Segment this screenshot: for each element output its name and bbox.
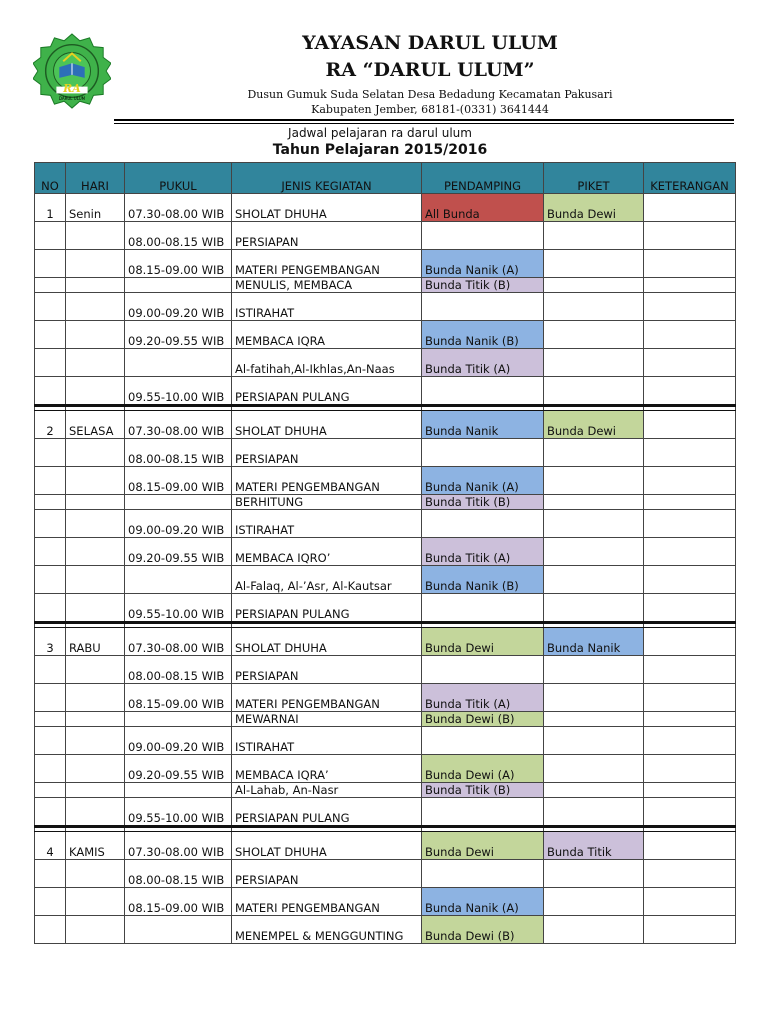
cell-no: 1 — [35, 194, 66, 222]
cell-pendamping — [422, 510, 544, 538]
table-row — [35, 783, 736, 798]
org-name: YAYASAN DARUL ULUM — [302, 32, 558, 54]
cell-pukul: 09.55-10.00 WIB — [125, 798, 232, 827]
cell-piket — [544, 860, 644, 888]
cell-pendamping: Bunda Nanik (B) — [422, 566, 544, 594]
header-piket: PIKET — [544, 163, 644, 194]
cell-no: 2 — [35, 411, 66, 439]
cell-hari — [66, 293, 125, 321]
cell-hari — [66, 566, 125, 594]
address-line-1: Dusun Gumuk Suda Selatan Desa Bedadung Kecamatan Pakusari — [247, 88, 613, 101]
cell-pukul: 09.55-10.00 WIB — [125, 594, 232, 623]
cell-pukul: 08.00-08.15 WIB — [125, 860, 232, 888]
cell-pukul: 09.20-09.55 WIB — [125, 321, 232, 349]
cell-no — [35, 916, 66, 944]
cell-pukul: 08.00-08.15 WIB — [125, 439, 232, 467]
cell-no — [35, 566, 66, 594]
cell-kegiatan: MATERI PENGEMBANGAN — [232, 684, 422, 712]
table-row — [35, 278, 736, 293]
cell-pukul — [125, 783, 232, 798]
table-row — [35, 250, 736, 278]
cell-pukul: 07.30-08.00 WIB — [125, 411, 232, 439]
table-row — [35, 439, 736, 467]
cell-keterangan — [644, 755, 736, 783]
cell-no — [35, 250, 66, 278]
cell-pukul — [125, 916, 232, 944]
header-no: NO — [35, 163, 66, 194]
cell-no — [35, 467, 66, 495]
cell-hari — [66, 510, 125, 538]
cell-kegiatan: MEMBACA IQRA — [232, 321, 422, 349]
cell-kegiatan: PERSIAPAN — [232, 656, 422, 684]
cell-piket — [544, 250, 644, 278]
cell-no — [35, 888, 66, 916]
table-row — [35, 293, 736, 321]
table-row — [35, 628, 736, 656]
cell-piket — [544, 888, 644, 916]
cell-keterangan — [644, 888, 736, 916]
cell-pendamping: Bunda Nanik (B) — [422, 321, 544, 349]
cell-pendamping: Bunda Dewi (B) — [422, 916, 544, 944]
cell-pendamping — [422, 222, 544, 250]
cell-hari — [66, 594, 125, 623]
cell-pendamping — [422, 727, 544, 755]
cell-kegiatan: PERSIAPAN PULANG — [232, 377, 422, 406]
cell-hari: RABU — [66, 628, 125, 656]
cell-hari — [66, 860, 125, 888]
cell-piket — [544, 783, 644, 798]
table-row — [35, 510, 736, 538]
cell-no — [35, 684, 66, 712]
cell-pukul — [125, 712, 232, 727]
cell-pendamping — [422, 594, 544, 623]
cell-hari — [66, 798, 125, 827]
cell-pendamping: Bunda Titik (A) — [422, 538, 544, 566]
cell-hari: KAMIS — [66, 832, 125, 860]
cell-pukul: 09.00-09.20 WIB — [125, 510, 232, 538]
table-row — [35, 495, 736, 510]
cell-pendamping: All Bunda — [422, 194, 544, 222]
cell-pendamping: Bunda Titik (A) — [422, 684, 544, 712]
table-row — [35, 755, 736, 783]
cell-hari — [66, 538, 125, 566]
cell-no: 3 — [35, 628, 66, 656]
cell-hari — [66, 783, 125, 798]
logo-center-text: RA — [63, 82, 81, 95]
cell-keterangan — [644, 566, 736, 594]
cell-kegiatan: MEMBACA IQRA’ — [232, 755, 422, 783]
cell-kegiatan: MENULIS, MEMBACA — [232, 278, 422, 293]
cell-keterangan — [644, 293, 736, 321]
cell-hari — [66, 377, 125, 406]
table-row — [35, 888, 736, 916]
cell-no — [35, 755, 66, 783]
cell-kegiatan: PERSIAPAN PULANG — [232, 798, 422, 827]
table-row — [35, 566, 736, 594]
cell-hari — [66, 727, 125, 755]
cell-pukul: 07.30-08.00 WIB — [125, 832, 232, 860]
table-row — [35, 798, 736, 827]
cell-no: 4 — [35, 832, 66, 860]
header-hari: HARI — [66, 163, 125, 194]
cell-piket — [544, 321, 644, 349]
header-rule — [114, 119, 734, 121]
table-row — [35, 349, 736, 377]
cell-no — [35, 712, 66, 727]
cell-keterangan — [644, 538, 736, 566]
cell-keterangan — [644, 860, 736, 888]
cell-no — [35, 510, 66, 538]
cell-no — [35, 656, 66, 684]
cell-piket — [544, 755, 644, 783]
cell-hari — [66, 888, 125, 916]
cell-keterangan — [644, 656, 736, 684]
cell-keterangan — [644, 411, 736, 439]
school-name: RA “DARUL ULUM” — [325, 59, 535, 81]
cell-piket — [544, 439, 644, 467]
cell-pukul: 09.20-09.55 WIB — [125, 538, 232, 566]
cell-piket — [544, 566, 644, 594]
cell-keterangan — [644, 278, 736, 293]
cell-piket — [544, 798, 644, 827]
cell-piket — [544, 510, 644, 538]
table-header-row — [35, 163, 736, 194]
table-row — [35, 832, 736, 860]
table-row — [35, 656, 736, 684]
cell-pukul: 08.15-09.00 WIB — [125, 467, 232, 495]
cell-kegiatan: BERHITUNG — [232, 495, 422, 510]
table-row — [35, 194, 736, 222]
table-row — [35, 594, 736, 623]
cell-pendamping — [422, 860, 544, 888]
cell-hari — [66, 712, 125, 727]
cell-kegiatan: PERSIAPAN — [232, 222, 422, 250]
cell-no — [35, 321, 66, 349]
cell-keterangan — [644, 798, 736, 827]
cell-kegiatan: ISTIRAHAT — [232, 510, 422, 538]
table-row — [35, 860, 736, 888]
cell-kegiatan: SHOLAT DHUHA — [232, 411, 422, 439]
document-title: Jadwal pelajaran ra darul ulum — [288, 126, 472, 140]
cell-pendamping: Bunda Titik (A) — [422, 349, 544, 377]
cell-pukul: 09.00-09.20 WIB — [125, 293, 232, 321]
cell-pukul: 08.00-08.15 WIB — [125, 222, 232, 250]
cell-no — [35, 349, 66, 377]
cell-pendamping: Bunda Dewi (A) — [422, 755, 544, 783]
cell-piket: Bunda Dewi — [544, 194, 644, 222]
cell-keterangan — [644, 628, 736, 656]
cell-piket — [544, 538, 644, 566]
cell-hari — [66, 656, 125, 684]
cell-pukul: 08.15-09.00 WIB — [125, 684, 232, 712]
cell-hari: SELASA — [66, 411, 125, 439]
cell-kegiatan: Al-Lahab, An-Nasr — [232, 783, 422, 798]
cell-keterangan — [644, 916, 736, 944]
cell-keterangan — [644, 727, 736, 755]
cell-piket: Bunda Titik — [544, 832, 644, 860]
cell-pendamping: Bunda Nanik — [422, 411, 544, 439]
cell-keterangan — [644, 832, 736, 860]
cell-no — [35, 860, 66, 888]
cell-piket — [544, 495, 644, 510]
cell-pukul: 08.00-08.15 WIB — [125, 656, 232, 684]
cell-hari — [66, 916, 125, 944]
cell-pukul: 09.55-10.00 WIB — [125, 377, 232, 406]
cell-piket — [544, 377, 644, 406]
document-year: Tahun Pelajaran 2015/2016 — [272, 142, 488, 158]
cell-no — [35, 727, 66, 755]
cell-keterangan — [644, 439, 736, 467]
cell-hari — [66, 467, 125, 495]
cell-keterangan — [644, 495, 736, 510]
cell-pukul: 08.15-09.00 WIB — [125, 250, 232, 278]
cell-pendamping — [422, 293, 544, 321]
cell-piket: Bunda Nanik — [544, 628, 644, 656]
cell-no — [35, 538, 66, 566]
cell-pukul: 09.20-09.55 WIB — [125, 755, 232, 783]
table-row — [35, 411, 736, 439]
cell-pendamping: Bunda Dewi (B) — [422, 712, 544, 727]
cell-kegiatan: SHOLAT DHUHA — [232, 832, 422, 860]
cell-keterangan — [644, 349, 736, 377]
cell-pukul: 07.30-08.00 WIB — [125, 628, 232, 656]
cell-pendamping: Bunda Titik (B) — [422, 783, 544, 798]
cell-pukul: 08.15-09.00 WIB — [125, 888, 232, 916]
cell-kegiatan: PERSIAPAN PULANG — [232, 594, 422, 623]
cell-kegiatan: ISTIRAHAT — [232, 293, 422, 321]
cell-keterangan — [644, 712, 736, 727]
cell-keterangan — [644, 377, 736, 406]
cell-kegiatan: ISTIRAHAT — [232, 727, 422, 755]
cell-keterangan — [644, 250, 736, 278]
table-row — [35, 222, 736, 250]
cell-kegiatan: Al-fatihah,Al-Ikhlas,An-Naas — [232, 349, 422, 377]
cell-piket — [544, 712, 644, 727]
cell-piket — [544, 349, 644, 377]
cell-piket — [544, 594, 644, 623]
cell-hari — [66, 755, 125, 783]
cell-pukul: 09.00-09.20 WIB — [125, 727, 232, 755]
cell-hari — [66, 439, 125, 467]
cell-hari — [66, 278, 125, 293]
header-keterangan: KETERANGAN — [644, 163, 736, 194]
cell-pendamping — [422, 439, 544, 467]
cell-hari — [66, 349, 125, 377]
cell-piket — [544, 278, 644, 293]
cell-keterangan — [644, 594, 736, 623]
cell-pukul — [125, 278, 232, 293]
cell-no — [35, 798, 66, 827]
schedule-table — [34, 162, 736, 944]
cell-no — [35, 783, 66, 798]
cell-pendamping: Bunda Titik (B) — [422, 278, 544, 293]
table-row — [35, 727, 736, 755]
cell-pendamping: Bunda Dewi — [422, 628, 544, 656]
header-pukul: PUKUL — [125, 163, 232, 194]
address-line-2: Kabupaten Jember, 68181-(0331) 3641444 — [311, 103, 549, 116]
cell-keterangan — [644, 321, 736, 349]
cell-no — [35, 278, 66, 293]
cell-hari: Senin — [66, 194, 125, 222]
cell-pukul — [125, 566, 232, 594]
table-row — [35, 377, 736, 406]
logo-banner-text: DARUL ULUM — [58, 96, 86, 101]
cell-piket — [544, 916, 644, 944]
cell-piket — [544, 727, 644, 755]
cell-pendamping: Bunda Titik (B) — [422, 495, 544, 510]
cell-pendamping — [422, 656, 544, 684]
cell-pendamping: Bunda Nanik (A) — [422, 467, 544, 495]
cell-no — [35, 439, 66, 467]
cell-keterangan — [644, 510, 736, 538]
cell-pendamping: Bunda Nanik (A) — [422, 888, 544, 916]
cell-kegiatan: SHOLAT DHUHA — [232, 628, 422, 656]
cell-kegiatan: Al-Falaq, Al-’Asr, Al-Kautsar — [232, 566, 422, 594]
header-pendamping: PENDAMPING — [422, 163, 544, 194]
cell-keterangan — [644, 783, 736, 798]
cell-keterangan — [644, 684, 736, 712]
table-row — [35, 916, 736, 944]
cell-pendamping: Bunda Nanik (A) — [422, 250, 544, 278]
cell-kegiatan: MEMBACA IQRO’ — [232, 538, 422, 566]
cell-piket — [544, 656, 644, 684]
cell-kegiatan: MATERI PENGEMBANGAN — [232, 250, 422, 278]
table-row — [35, 684, 736, 712]
cell-pukul — [125, 349, 232, 377]
table-row — [35, 712, 736, 727]
cell-hari — [66, 321, 125, 349]
cell-piket — [544, 467, 644, 495]
cell-no — [35, 222, 66, 250]
header-kegiatan: JENIS KEGIATAN — [232, 163, 422, 194]
cell-pukul — [125, 495, 232, 510]
cell-piket — [544, 222, 644, 250]
cell-hari — [66, 250, 125, 278]
cell-keterangan — [644, 222, 736, 250]
table-row — [35, 538, 736, 566]
cell-kegiatan: SHOLAT DHUHA — [232, 194, 422, 222]
cell-no — [35, 495, 66, 510]
cell-hari — [66, 222, 125, 250]
table-row — [35, 467, 736, 495]
cell-pukul: 07.30-08.00 WIB — [125, 194, 232, 222]
cell-keterangan — [644, 194, 736, 222]
cell-kegiatan: PERSIAPAN — [232, 860, 422, 888]
cell-piket — [544, 293, 644, 321]
cell-kegiatan: MATERI PENGEMBANGAN — [232, 467, 422, 495]
header-rule-thin — [114, 123, 734, 124]
cell-piket: Bunda Dewi — [544, 411, 644, 439]
cell-keterangan — [644, 467, 736, 495]
cell-no — [35, 594, 66, 623]
cell-no — [35, 377, 66, 406]
cell-pendamping: Bunda Dewi — [422, 832, 544, 860]
cell-kegiatan: PERSIAPAN — [232, 439, 422, 467]
cell-pendamping — [422, 377, 544, 406]
cell-kegiatan: MATERI PENGEMBANGAN — [232, 888, 422, 916]
cell-kegiatan: MENEMPEL & MENGGUNTING — [232, 916, 422, 944]
cell-piket — [544, 684, 644, 712]
table-row — [35, 321, 736, 349]
cell-kegiatan: MEWARNAI — [232, 712, 422, 727]
cell-no — [35, 293, 66, 321]
cell-pendamping — [422, 798, 544, 827]
cell-hari — [66, 495, 125, 510]
cell-hari — [66, 684, 125, 712]
